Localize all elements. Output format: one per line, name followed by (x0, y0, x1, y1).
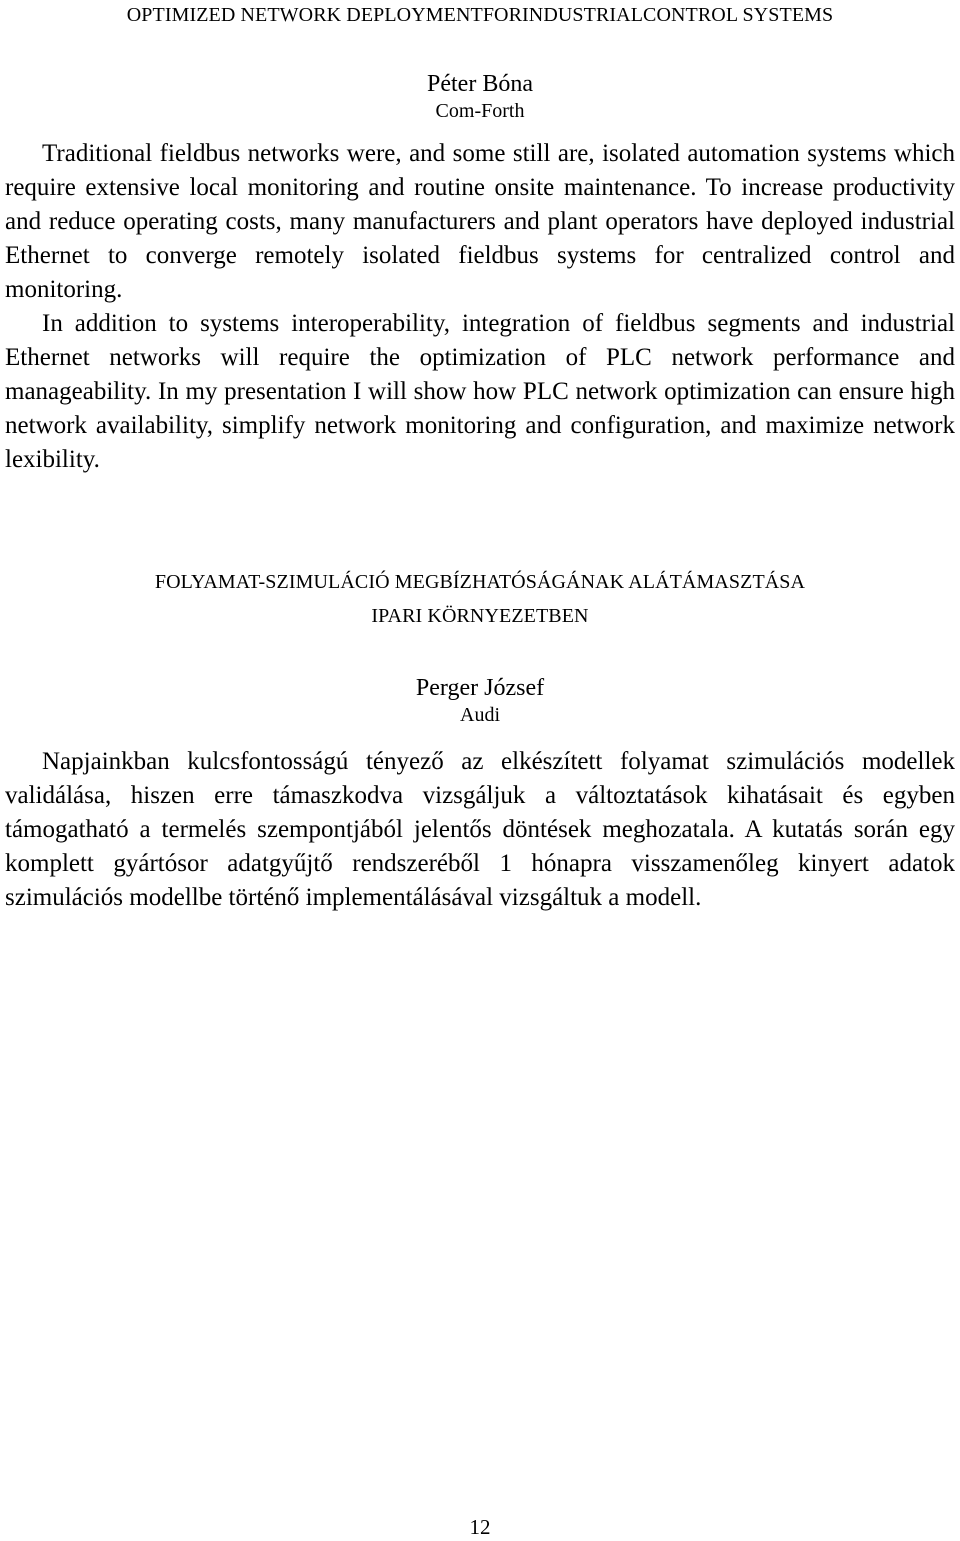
abstract-paragraph: Traditional fieldbus networks were, and some still are, isolated automation systems which require extensive local monitoring and routine onsite maintenance. To increase productivity and reduce operating costs, many manufacturers and plant operators have deployed industrial Ethernet to converge remotely isolated fieldbus systems for centralized control and monitoring. (5, 140, 955, 303)
abstract-paragraph: Napjainkban kulcsfontosságú tényező az elkészített folyamat szimulációs modellek validálása, hiszen erre támaszkodva vizsgáljuk a változtatások kihatásait és egyben támogatható a termelés szempontjából jelentős döntések meghozatala. A kutatás során egy komplett gyártósor adatgyűjtő rendszeréből 1 hónapra visszamenőleg kinyert adatok szimulációs modellbe történő implementálásával vizsgáltuk a modell. (5, 748, 955, 911)
abstract-paragraph: In addition to systems interoperability, integration of fieldbus segments and industrial Ethernet networks will require the optimization of PLC network performance and manageability. In my presentation I will show how PLC network optimization can ensure high network availability, simplify network monitoring and configuration, and maximize network lexibility. (5, 310, 955, 473)
abstract-title-text: OPTIMIZED NETWORK DEPLOYMENTFORINDUSTRIALCONTROL SYSTEMS (126, 4, 834, 26)
abstract-folyamat-szimulacio (5, 562, 955, 915)
abstract-optimized-network (5, 0, 955, 477)
abstract-body (5, 745, 955, 915)
author-name: Perger József (415, 675, 545, 701)
author-affiliation: Com-Forth (435, 100, 525, 122)
abstract-title (5, 0, 955, 29)
author-name: Péter Bóna (427, 71, 533, 97)
abstract-title (5, 562, 955, 633)
page-number: 12 (469, 1515, 491, 1539)
abstract-body (5, 137, 955, 477)
abstract-title-line-1: FOLYAMAT-SZIMULÁCIÓ MEGBÍZHATÓSÁGÁNAK ALÁTÁMASZTÁSA (154, 571, 806, 593)
author-affiliation: Audi (460, 704, 500, 726)
abstract-title-line-2: IPARI KÖRNYEZETBEN (371, 605, 589, 627)
